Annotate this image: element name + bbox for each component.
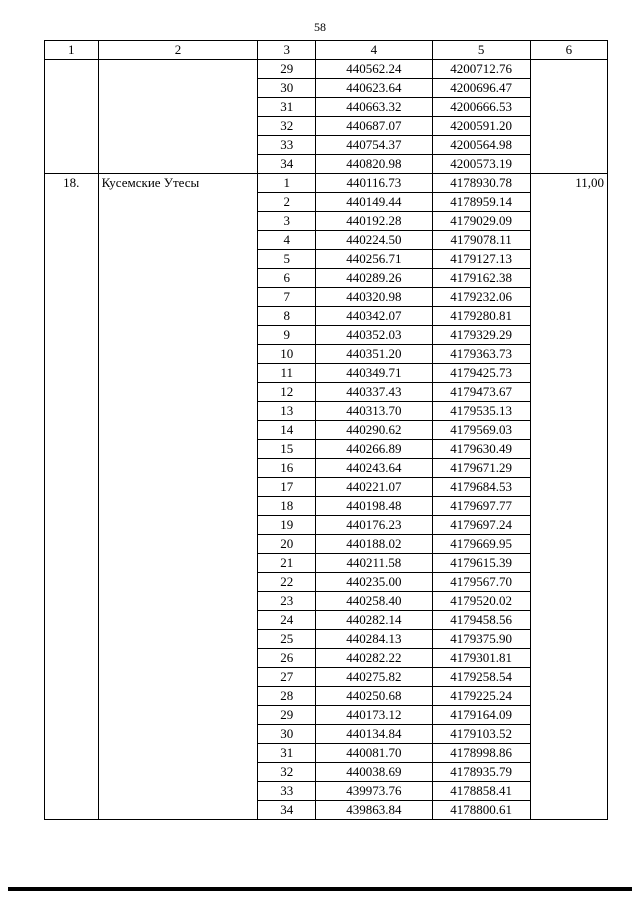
coord-x: 440342.07 xyxy=(316,307,433,326)
point-number: 29 xyxy=(258,60,316,79)
coord-x: 440256.71 xyxy=(316,250,433,269)
point-number: 20 xyxy=(258,535,316,554)
group-number: 18. xyxy=(45,174,99,820)
coord-x: 440192.28 xyxy=(316,212,433,231)
point-number: 16 xyxy=(258,459,316,478)
coord-y: 4179280.81 xyxy=(432,307,530,326)
coord-y: 4200696.47 xyxy=(432,79,530,98)
coord-x: 440352.03 xyxy=(316,326,433,345)
coord-y: 4179569.03 xyxy=(432,421,530,440)
coord-y: 4179630.49 xyxy=(432,440,530,459)
coord-x: 440116.73 xyxy=(316,174,433,193)
point-number: 14 xyxy=(258,421,316,440)
coord-x: 440290.62 xyxy=(316,421,433,440)
coord-y: 4178858.41 xyxy=(432,782,530,801)
point-number: 17 xyxy=(258,478,316,497)
point-number: 30 xyxy=(258,725,316,744)
coord-y: 4179535.13 xyxy=(432,402,530,421)
point-number: 34 xyxy=(258,801,316,820)
coord-x: 440038.69 xyxy=(316,763,433,782)
coord-y: 4200712.76 xyxy=(432,60,530,79)
coord-x: 440623.64 xyxy=(316,79,433,98)
header-col-2: 2 xyxy=(98,41,258,60)
coord-x: 440149.44 xyxy=(316,193,433,212)
coord-y: 4179697.77 xyxy=(432,497,530,516)
coord-y: 4179458.56 xyxy=(432,611,530,630)
coord-x: 440258.40 xyxy=(316,592,433,611)
coord-x: 440173.12 xyxy=(316,706,433,725)
coord-y: 4179671.29 xyxy=(432,459,530,478)
coord-x: 440221.07 xyxy=(316,478,433,497)
coord-x: 440687.07 xyxy=(316,117,433,136)
coord-x: 439973.76 xyxy=(316,782,433,801)
point-number: 12 xyxy=(258,383,316,402)
coord-y: 4179078.11 xyxy=(432,231,530,250)
coord-x: 440562.24 xyxy=(316,60,433,79)
footer-rule xyxy=(8,887,632,891)
point-number: 13 xyxy=(258,402,316,421)
coord-x: 440754.37 xyxy=(316,136,433,155)
coord-y: 4178935.79 xyxy=(432,763,530,782)
coord-x: 440266.89 xyxy=(316,440,433,459)
table-header-row xyxy=(45,41,608,60)
coord-x: 440188.02 xyxy=(316,535,433,554)
coord-y: 4179258.54 xyxy=(432,668,530,687)
point-number: 8 xyxy=(258,307,316,326)
coord-y: 4179567.70 xyxy=(432,573,530,592)
point-number: 15 xyxy=(258,440,316,459)
point-number: 29 xyxy=(258,706,316,725)
coord-y: 4179103.52 xyxy=(432,725,530,744)
coord-y: 4179232.06 xyxy=(432,288,530,307)
header-col-5: 5 xyxy=(432,41,530,60)
coord-x: 440320.98 xyxy=(316,288,433,307)
coord-y: 4179375.90 xyxy=(432,630,530,649)
coord-x: 440134.84 xyxy=(316,725,433,744)
point-number: 33 xyxy=(258,782,316,801)
table-row xyxy=(45,174,608,193)
coord-x: 440284.13 xyxy=(316,630,433,649)
coord-y: 4179615.39 xyxy=(432,554,530,573)
coord-y: 4200564.98 xyxy=(432,136,530,155)
coord-x: 440081.70 xyxy=(316,744,433,763)
coord-y: 4179669.95 xyxy=(432,535,530,554)
point-number: 9 xyxy=(258,326,316,345)
coord-y: 4179425.73 xyxy=(432,364,530,383)
coord-y: 4179225.24 xyxy=(432,687,530,706)
coord-y: 4178930.78 xyxy=(432,174,530,193)
point-number: 34 xyxy=(258,155,316,174)
group-name: Кусемские Утесы xyxy=(98,174,258,820)
point-number: 24 xyxy=(258,611,316,630)
coord-y: 4179164.09 xyxy=(432,706,530,725)
point-number: 4 xyxy=(258,231,316,250)
coord-y: 4178800.61 xyxy=(432,801,530,820)
coord-x: 440275.82 xyxy=(316,668,433,687)
point-number: 6 xyxy=(258,269,316,288)
continuation-col-1 xyxy=(45,60,99,174)
coord-y: 4179127.13 xyxy=(432,250,530,269)
point-number: 32 xyxy=(258,763,316,782)
point-number: 30 xyxy=(258,79,316,98)
coord-x: 439863.84 xyxy=(316,801,433,820)
point-number: 31 xyxy=(258,744,316,763)
coord-x: 440250.68 xyxy=(316,687,433,706)
point-number: 2 xyxy=(258,193,316,212)
coord-y: 4179697.24 xyxy=(432,516,530,535)
header-col-4: 4 xyxy=(316,41,433,60)
point-number: 26 xyxy=(258,649,316,668)
coord-y: 4179301.81 xyxy=(432,649,530,668)
coord-x: 440349.71 xyxy=(316,364,433,383)
coord-y: 4179684.53 xyxy=(432,478,530,497)
table-row xyxy=(45,60,608,79)
point-number: 28 xyxy=(258,687,316,706)
header-col-6: 6 xyxy=(530,41,607,60)
point-number: 22 xyxy=(258,573,316,592)
coord-x: 440820.98 xyxy=(316,155,433,174)
coord-y: 4179473.67 xyxy=(432,383,530,402)
group-area: 11,00 xyxy=(530,174,607,820)
coord-x: 440337.43 xyxy=(316,383,433,402)
coord-y: 4200591.20 xyxy=(432,117,530,136)
point-number: 3 xyxy=(258,212,316,231)
coordinates-table xyxy=(44,40,608,820)
coord-x: 440663.32 xyxy=(316,98,433,117)
coord-x: 440243.64 xyxy=(316,459,433,478)
point-number: 11 xyxy=(258,364,316,383)
coord-x: 440176.23 xyxy=(316,516,433,535)
point-number: 23 xyxy=(258,592,316,611)
coord-x: 440313.70 xyxy=(316,402,433,421)
coord-y: 4179520.02 xyxy=(432,592,530,611)
coord-x: 440235.00 xyxy=(316,573,433,592)
coord-y: 4179029.09 xyxy=(432,212,530,231)
page-number: 58 xyxy=(314,20,326,34)
coord-x: 440282.14 xyxy=(316,611,433,630)
point-number: 10 xyxy=(258,345,316,364)
coord-x: 440351.20 xyxy=(316,345,433,364)
point-number: 21 xyxy=(258,554,316,573)
point-number: 33 xyxy=(258,136,316,155)
coord-x: 440282.22 xyxy=(316,649,433,668)
header-col-1: 1 xyxy=(45,41,99,60)
coord-y: 4179329.29 xyxy=(432,326,530,345)
coord-y: 4179363.73 xyxy=(432,345,530,364)
coord-y: 4200573.19 xyxy=(432,155,530,174)
coord-y: 4200666.53 xyxy=(432,98,530,117)
coord-y: 4178959.14 xyxy=(432,193,530,212)
point-number: 5 xyxy=(258,250,316,269)
point-number: 32 xyxy=(258,117,316,136)
coord-x: 440211.58 xyxy=(316,554,433,573)
point-number: 31 xyxy=(258,98,316,117)
coord-y: 4178998.86 xyxy=(432,744,530,763)
coord-x: 440224.50 xyxy=(316,231,433,250)
continuation-col-6 xyxy=(530,60,607,174)
point-number: 1 xyxy=(258,174,316,193)
coord-x: 440289.26 xyxy=(316,269,433,288)
header-col-3: 3 xyxy=(258,41,316,60)
coord-x: 440198.48 xyxy=(316,497,433,516)
coord-y: 4179162.38 xyxy=(432,269,530,288)
point-number: 25 xyxy=(258,630,316,649)
point-number: 27 xyxy=(258,668,316,687)
point-number: 7 xyxy=(258,288,316,307)
point-number: 19 xyxy=(258,516,316,535)
continuation-col-2 xyxy=(98,60,258,174)
point-number: 18 xyxy=(258,497,316,516)
